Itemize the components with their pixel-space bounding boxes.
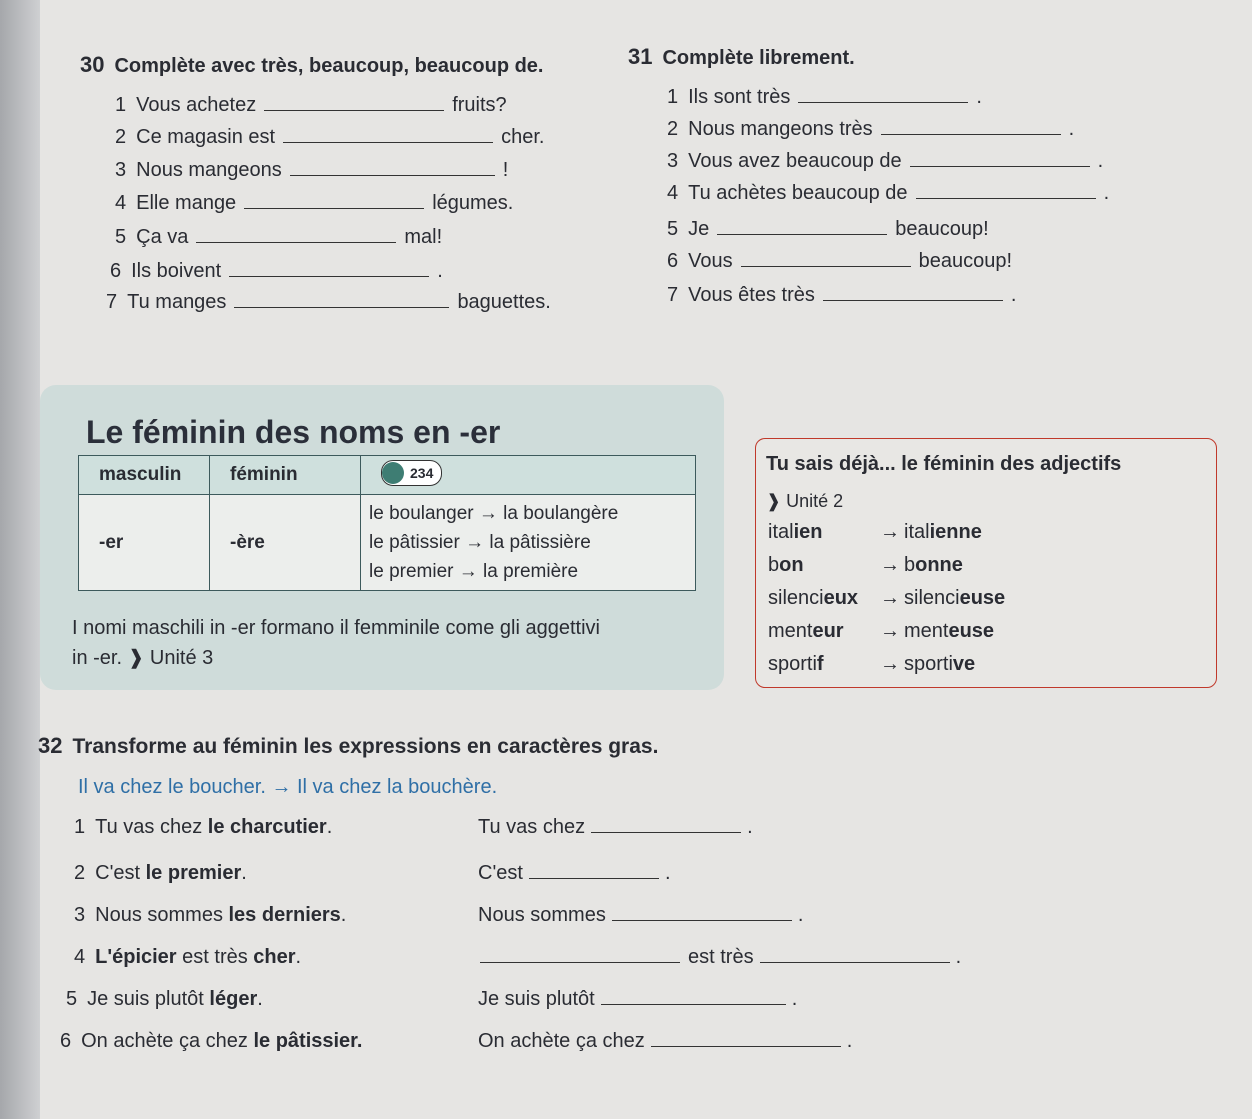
sentence-text: Je suis plutôt [87, 988, 210, 1010]
exercise-item [667, 180, 1109, 205]
stem: b [904, 554, 916, 576]
stem: ment [904, 620, 949, 642]
answer-blank[interactable] [823, 282, 1003, 301]
answer-sentence [480, 944, 961, 969]
masculine-form [768, 620, 880, 643]
sentence-text: Tu vas chez [95, 816, 208, 838]
item-number: 2 [74, 862, 86, 884]
ending: ve [952, 653, 976, 675]
exercise-item [667, 282, 1016, 307]
audio-track-badge[interactable] [381, 460, 442, 486]
answer-blank[interactable] [290, 157, 495, 176]
answer-blank[interactable] [760, 944, 950, 963]
headphones-icon [382, 462, 404, 484]
answer-sentence [478, 860, 671, 885]
examples-cell [361, 495, 696, 591]
answer-blank[interactable] [480, 944, 680, 963]
stem: ital [904, 521, 930, 543]
item-text-before: Vous achetez [136, 94, 257, 116]
item-text-before: Tu achètes beaucoup de [688, 182, 908, 204]
item-number: 5 [115, 226, 127, 248]
example-line: le boulanger → la boulangère [369, 503, 619, 524]
note-line: I nomi maschili in -er formano il femminile come gli aggettivi [72, 617, 600, 639]
adjective-pair [768, 521, 982, 544]
bold-expression: le pâtissier. [253, 1030, 363, 1052]
answer-blank[interactable] [916, 180, 1096, 199]
grammar-note [72, 613, 600, 673]
item-text-after: . [1068, 118, 1075, 140]
item-text-before: Ils boivent [131, 260, 222, 282]
answer-blank[interactable] [283, 124, 493, 143]
answer-prompt: C'est [478, 862, 523, 884]
tip-title: Tu sais déjà... le féminin des adjectifs [766, 453, 1122, 475]
exercise-item [667, 248, 1012, 273]
audio-header [361, 456, 696, 495]
table-header: masculin [79, 456, 210, 495]
exercise-item [667, 84, 982, 109]
item-text-after: baguettes. [457, 291, 551, 313]
feminine-form [904, 620, 994, 642]
stem: sporti [768, 653, 817, 675]
item-number: 1 [115, 94, 127, 116]
item-text-after: cher. [501, 126, 545, 148]
feminine-form [904, 587, 1005, 609]
feminine-form [904, 554, 963, 576]
feminine-form [904, 521, 982, 543]
answer-blank[interactable] [717, 216, 887, 235]
exercise-item [115, 190, 513, 215]
adjective-pair [768, 587, 1005, 610]
item-text-before: Ce magasin est [136, 126, 276, 148]
item-text-after: . [976, 86, 982, 108]
exercise-instruction: Complète avec très, beaucoup, beaucoup de. [114, 55, 544, 77]
ending: euse [959, 587, 1006, 609]
grammar-title: Le féminin des noms en -er [86, 414, 501, 450]
item-text-after: mal! [404, 226, 443, 248]
stem: ment [768, 620, 813, 642]
source-sentence [74, 946, 301, 969]
exercise-item [115, 157, 508, 182]
answer-blank[interactable] [910, 148, 1090, 167]
ending: eur [812, 620, 844, 642]
sentence-end: . [664, 862, 671, 884]
item-number: 2 [115, 126, 127, 148]
sentence-text: . [295, 946, 302, 968]
item-text-before: Vous [688, 250, 733, 272]
answer-blank[interactable] [244, 190, 424, 209]
sentence-text: . [257, 988, 263, 1010]
item-number: 3 [74, 904, 86, 926]
answer-sentence [478, 1028, 852, 1053]
item-number: 1 [667, 86, 679, 108]
item-number: 2 [667, 118, 679, 140]
arrow-icon: → [880, 620, 900, 642]
table-header: féminin [210, 456, 361, 495]
ending: euse [948, 620, 995, 642]
item-number: 4 [667, 182, 679, 204]
sentence-text: C'est [95, 862, 146, 884]
item-text-after: beaucoup! [895, 218, 989, 240]
sentence-end: . [791, 988, 798, 1010]
sentence-end: . [747, 816, 753, 838]
item-number: 6 [60, 1030, 72, 1052]
ending: on [779, 554, 804, 576]
item-text-after: . [1097, 150, 1104, 172]
bold-expression: les derniers [228, 904, 341, 926]
sentence-end: . [955, 946, 962, 968]
table-cell: -ère [210, 495, 361, 591]
source-sentence [60, 1030, 362, 1053]
item-number: 4 [115, 192, 127, 214]
ending: eux [823, 587, 859, 609]
exercise-32-title [38, 733, 658, 759]
stem: b [768, 554, 780, 576]
item-text-before: Ils sont très [688, 86, 791, 108]
item-text-after: . [437, 260, 443, 282]
source-sentence [74, 816, 332, 839]
source-sentence [66, 988, 263, 1011]
sentence-text: . [326, 816, 333, 838]
arrow-icon: → [880, 587, 900, 609]
unit-reference: ❱ Unité 2 [766, 491, 844, 511]
exercise-item [667, 216, 989, 241]
item-number: 1 [74, 816, 86, 838]
masculine-form [768, 521, 880, 544]
answer-sentence [478, 814, 753, 839]
item-text-after: beaucoup! [918, 250, 1013, 272]
answer-prompt: est très [688, 946, 754, 968]
masculine-form [768, 554, 880, 577]
note-line: in -er. ❱ Unité 3 [72, 647, 214, 669]
item-text-before: Nous mangeons [136, 159, 282, 181]
stem: ital [768, 521, 794, 543]
answer-blank[interactable] [529, 860, 659, 879]
exercise-number: 31 [628, 44, 653, 69]
exercise-item [667, 148, 1103, 173]
answer-prompt: Nous sommes [478, 904, 606, 926]
bold-expression: léger [209, 988, 258, 1010]
answer-blank[interactable] [196, 224, 396, 243]
item-number: 6 [667, 250, 679, 272]
item-number: 6 [110, 260, 122, 282]
exercise-item [106, 289, 551, 314]
item-number: 5 [66, 988, 78, 1010]
answer-blank[interactable] [798, 84, 968, 103]
exercise-31-title [628, 44, 855, 70]
stem: sporti [904, 653, 953, 675]
ending: ien [793, 521, 823, 543]
example-line: le premier → la première [369, 561, 579, 582]
ending: ienne [929, 521, 982, 543]
item-number: 3 [667, 150, 679, 172]
source-sentence [74, 904, 346, 927]
item-text-before: Nous mangeons très [688, 118, 873, 140]
item-text-after: ! [502, 159, 509, 181]
bold-expression: le charcutier [207, 816, 327, 838]
item-text-after: . [1010, 284, 1017, 306]
track-number: 234 [410, 465, 434, 481]
answer-blank[interactable] [234, 289, 449, 308]
bold-expression: L'épicier [95, 946, 177, 968]
answer-blank[interactable] [651, 1028, 841, 1047]
answer-blank[interactable] [264, 92, 444, 111]
sentence-text: On achète ça chez [81, 1030, 254, 1052]
example-sentence: Il va chez le boucher. → Il va chez la bouchère. [78, 776, 498, 798]
answer-prompt: On achète ça chez [478, 1030, 645, 1052]
answer-blank[interactable] [741, 248, 911, 267]
sentence-end: . [797, 904, 804, 926]
sentence-text: est très [176, 946, 254, 968]
item-text-before: Vous avez beaucoup de [688, 150, 902, 172]
exercise-item [667, 116, 1074, 141]
answer-blank[interactable] [229, 258, 429, 277]
arrow-icon: → [880, 653, 900, 675]
item-number: 7 [106, 291, 118, 313]
answer-sentence [478, 986, 797, 1011]
exercise-30-title [80, 52, 544, 78]
sentence-text: . [340, 904, 347, 926]
exercise-number: 32 [38, 733, 63, 758]
page-edge [0, 0, 40, 1119]
table-cell: -er [79, 495, 210, 591]
exercise-item [115, 92, 507, 117]
item-number: 4 [74, 946, 86, 968]
answer-prompt: Tu vas chez [478, 816, 586, 838]
answer-blank[interactable] [612, 902, 792, 921]
item-number: 7 [667, 284, 679, 306]
masculine-form [768, 653, 880, 676]
sentence-end: . [846, 1030, 853, 1052]
feminine-nouns-table [78, 455, 696, 591]
item-text-after: . [1103, 182, 1110, 204]
bold-expression: cher [253, 946, 296, 968]
item-text-before: Elle mange [136, 192, 237, 214]
exercise-instruction: Transforme au féminin les expressions en caractères gras. [72, 735, 659, 758]
arrow-icon: → [880, 554, 900, 576]
stem: silenci [768, 587, 824, 609]
item-text-before: Tu manges [127, 291, 227, 313]
exercise-item [110, 258, 443, 283]
ending: onne [915, 554, 963, 576]
item-text-before: Je [688, 218, 710, 240]
bold-expression: le premier [145, 862, 242, 884]
item-number: 5 [667, 218, 679, 240]
item-text-before: Vous êtes très [688, 284, 815, 306]
tip-box [755, 438, 1217, 688]
exercise-item [115, 224, 442, 249]
ending: f [816, 653, 824, 675]
exercise-number: 30 [80, 52, 105, 77]
feminine-form [904, 653, 975, 675]
item-text-before: Ça va [136, 226, 189, 248]
source-sentence [74, 862, 247, 885]
stem: silenci [904, 587, 960, 609]
arrow-icon: → [880, 521, 900, 543]
adjective-pair [768, 554, 963, 577]
answer-sentence [478, 902, 803, 927]
example-line: le pâtissier → la pâtissière [369, 532, 591, 553]
masculine-form [768, 587, 880, 610]
answer-blank[interactable] [601, 986, 786, 1005]
answer-prompt: Je suis plutôt [478, 988, 595, 1010]
item-text-after: légumes. [432, 192, 514, 214]
sentence-text: Nous sommes [95, 904, 229, 926]
adjective-pair [768, 620, 994, 643]
exercise-instruction: Complète librement. [662, 47, 855, 69]
item-number: 3 [115, 159, 127, 181]
sentence-text: . [241, 862, 247, 884]
exercise-item [115, 124, 544, 149]
item-text-after: fruits? [452, 94, 507, 116]
answer-blank[interactable] [591, 814, 741, 833]
adjective-pair [768, 653, 975, 676]
answer-blank[interactable] [881, 116, 1061, 135]
